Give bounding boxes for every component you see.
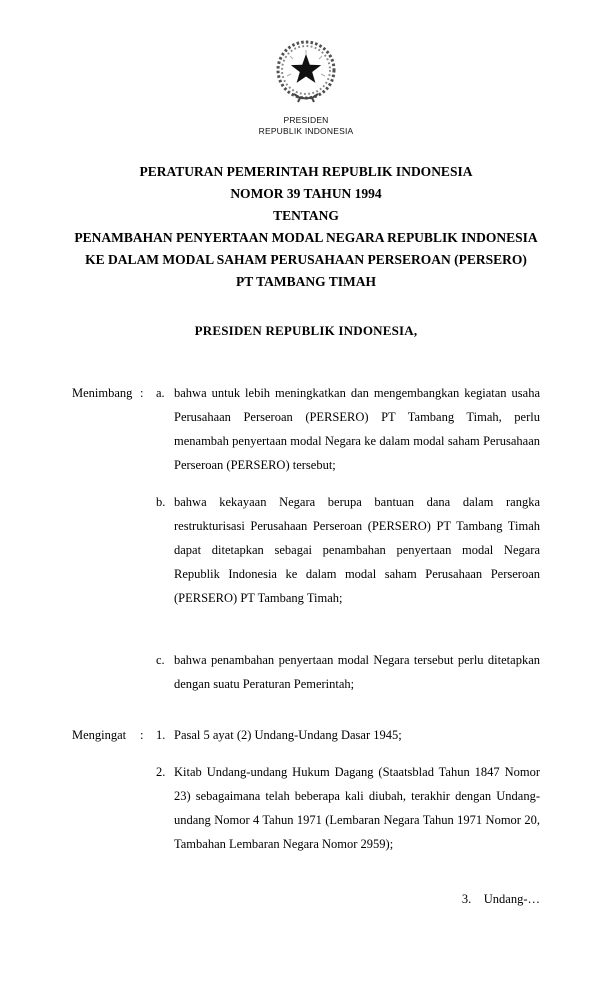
item-marker: c. — [156, 653, 165, 667]
recalling-items — [156, 723, 540, 869]
item-marker: b. — [156, 495, 166, 509]
item-text: Pasal 5 ayat (2) Undang-Undang Dasar 1945; — [174, 728, 402, 742]
considering-item-c — [156, 648, 540, 696]
recalling-item-2 — [156, 760, 540, 856]
star-icon — [291, 54, 321, 83]
emblem-container — [72, 36, 540, 137]
recalling-colon: : — [140, 728, 144, 742]
item-text: bahwa kekayaan Negara berupa bantuan dana dalam rangka restrukturisasi Perusahaan Perseroan (PERSERO) PT Tambang Timah dapat ditetapkan sebagai penambahan penyertaan modal Negara Republik Indonesia ke dalam modal saham Perusahaan Perseroan (PERSERO) PT Tambang Timah; — [174, 495, 540, 605]
catchword: 3. Undang-… — [461, 892, 540, 906]
title-line-number: NOMOR 39 TAHUN 1994 — [230, 186, 382, 201]
recalling-section — [72, 723, 540, 869]
considering-label: Menimbang — [72, 386, 133, 400]
org-line-presiden: PRESIDEN — [283, 115, 329, 125]
title-line-tentang: TENTANG — [273, 208, 339, 223]
title-line-subject-3: PT TAMBANG TIMAH — [235, 274, 377, 289]
recalling-item-1 — [156, 723, 540, 747]
considering-colon: : — [140, 386, 144, 400]
item-text: Kitab Undang-undang Hukum Dagang (Staatsblad Tahun 1847 Nomor 23) sebagaimana telah beberapa kali diubah, terakhir dengan Undang-undang Nomor 4 Tahun 1971 (Lembaran Negara Tahun 1971 Nomor 20, Tambahan Lembaran Negara Nomor 2959); — [174, 765, 540, 851]
org-line-republik: REPUBLIK INDONESIA — [258, 126, 354, 136]
considering-section — [72, 381, 540, 709]
title-line-regulation: PERATURAN PEMERINTAH REPUBLIK INDONESIA — [139, 164, 473, 179]
item-marker: 2. — [156, 765, 166, 779]
item-marker: a. — [156, 386, 165, 400]
item-text: bahwa untuk lebih meningkatkan dan mengembangkan kegiatan usaha Perusahaan Perseroan (PERSERO) PT Tambang Timah, perlu menambah penyertaan modal Negara ke dalam modal saham Perusahaan Perseroan (PERSERO) tersebut; — [174, 386, 540, 472]
presidential-star-wreath-icon — [267, 36, 345, 110]
recalling-label: Mengingat — [72, 728, 127, 742]
item-marker: 1. — [156, 728, 166, 742]
considering-items — [156, 381, 540, 709]
item-text: bahwa penambahan penyertaan modal Negara tersebut perlu ditetapkan dengan suatu Peraturan Pemerintah; — [174, 653, 540, 691]
title-block — [72, 161, 540, 293]
title-line-subject-1: PENAMBAHAN PENYERTAAN MODAL NEGARA REPUBLIK INDONESIA — [74, 230, 538, 245]
title-line-subject-2: KE DALAM MODAL SAHAM PERUSAHAAN PERSEROAN (PERSERO) — [85, 252, 527, 267]
salutation: PRESIDEN REPUBLIK INDONESIA, — [194, 323, 418, 338]
considering-item-a — [156, 381, 540, 477]
considering-item-b — [156, 490, 540, 610]
